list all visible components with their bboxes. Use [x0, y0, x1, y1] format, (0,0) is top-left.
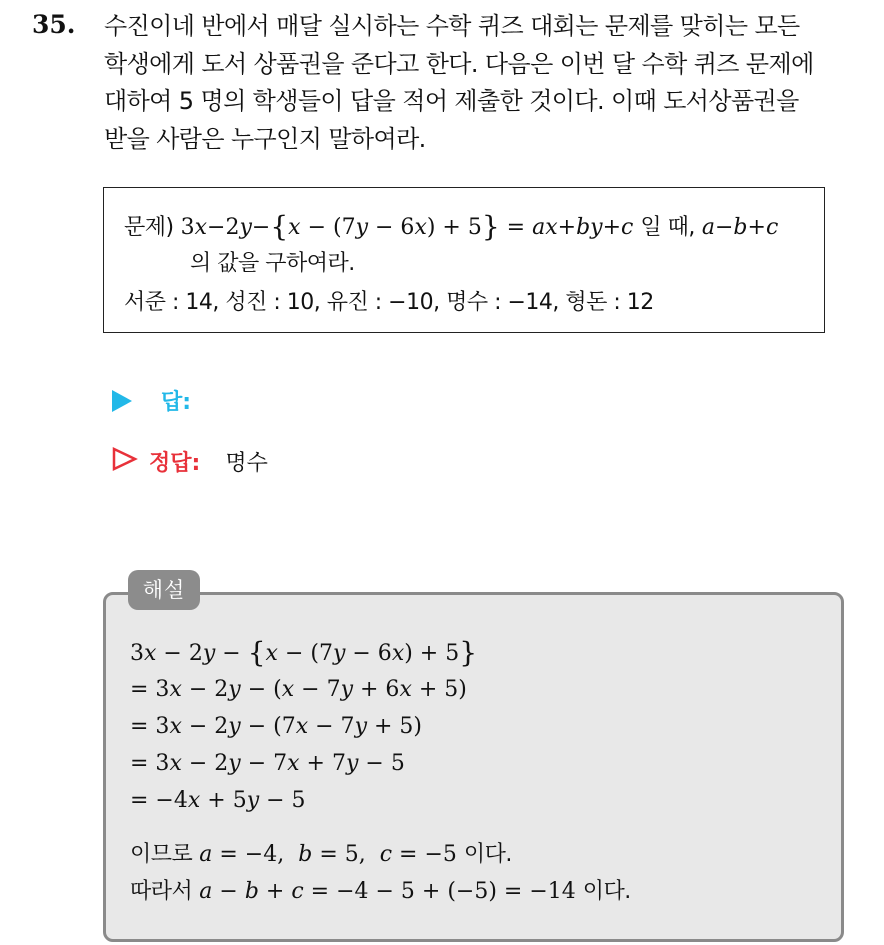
problem-target: a−b+c [701, 215, 779, 240]
problem-line-1 [124, 210, 778, 243]
correct-answer-row [112, 446, 268, 477]
explanation-tab: 해설 [128, 570, 200, 610]
problem-prefix: 문제) [124, 215, 174, 240]
explanation-line: = 3x − 2y − 7x + 7y − 5 [130, 751, 405, 776]
explanation-line: = 3x − 2y − (x − 7y + 6x + 5) [130, 677, 467, 702]
student-answers-text: 서준 : 14, 성진 : 10, 유진 : −10, 명수 : −14, 형돈 : 12 [124, 290, 654, 315]
outline-triangle-icon [112, 447, 138, 477]
problem-line-2 [190, 246, 355, 277]
question-text [104, 8, 864, 158]
question-number: 35. [32, 10, 76, 39]
explanation-line: = 3x − 2y − (7x − 7y + 5) [130, 714, 422, 739]
problem-when: 일 때, [640, 215, 695, 240]
explanation-line: 3x − 2y − {x − (7y − 6x) + 5} [130, 636, 478, 669]
correct-label: 정답: [149, 451, 201, 476]
problem-student-answers [124, 285, 654, 316]
problem-instruction: 의 값을 구하여라. [190, 251, 355, 276]
explanation-result: 따라서 a − b + c = −4 − 5 + (−5) = −14 이다. [130, 879, 631, 904]
question-line: 대하여 5 명의 학생들이 답을 적어 제출한 것이다. 이때 도서상품권을 [104, 87, 799, 115]
question-line: 받을 사람은 누구인지 말하여라. [104, 124, 426, 153]
explanation-coefficients: 이므로 a = −4, b = 5, c = −5 이다. [130, 842, 512, 867]
answer-row [112, 385, 191, 416]
filled-triangle-icon [112, 390, 132, 412]
explanation-line: = −4x + 5y − 5 [130, 788, 306, 813]
problem-expression: 3x−2y−{x − (7y − 6x) + 5} = ax+by+c [180, 210, 634, 243]
question-line: 수진이네 반에서 매달 실시하는 수학 퀴즈 대회는 문제를 맞히는 모든 [104, 12, 800, 40]
correct-value: 명수 [225, 451, 268, 476]
answer-label: 답: [161, 390, 192, 415]
question-line: 학생에게 도서 상품권을 준다고 한다. 다음은 이번 달 수학 퀴즈 문제에 [104, 49, 814, 78]
